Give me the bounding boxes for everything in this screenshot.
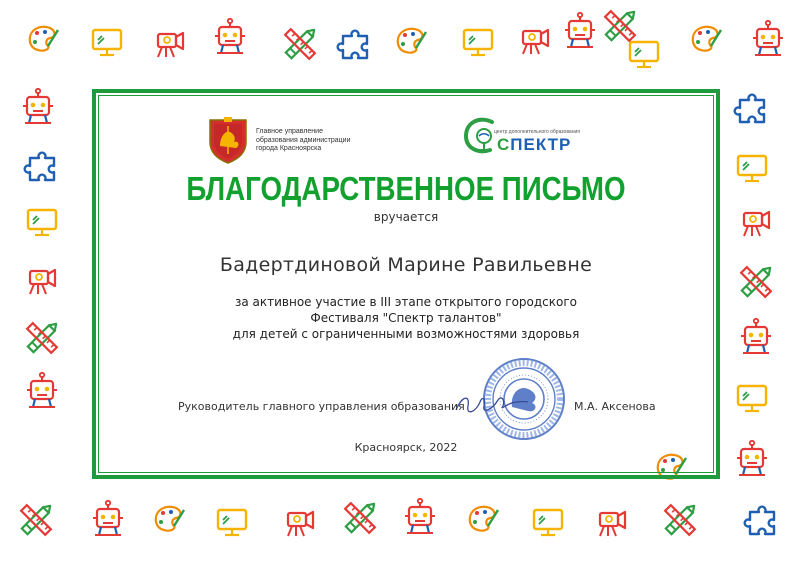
gov-department-name: Главное управление образования администрации города Красноярска	[256, 128, 351, 152]
pencil-ruler-icon	[21, 503, 53, 535]
robot-icon	[215, 19, 245, 53]
easel-icon	[470, 507, 498, 531]
reason-line: Фестиваля "Спектр талантов"	[310, 311, 502, 325]
monitor-icon	[218, 510, 246, 535]
pencil-ruler-icon	[741, 265, 773, 297]
pencil-ruler-icon	[345, 501, 377, 533]
robot-icon	[737, 441, 767, 475]
camera-icon	[744, 212, 769, 236]
easel-icon	[30, 27, 58, 51]
puzzle-icon	[735, 95, 764, 122]
puzzle-icon	[338, 31, 367, 58]
monitor-icon	[28, 210, 56, 235]
puzzle-icon	[25, 153, 54, 180]
pencil-ruler-icon	[27, 321, 59, 353]
spektr-logo-icon	[462, 116, 502, 160]
camera-icon	[600, 512, 625, 536]
award-reason	[92, 294, 720, 342]
easel-icon	[398, 29, 426, 53]
robot-icon	[741, 319, 771, 353]
place-date: Красноярск, 2022	[354, 441, 458, 454]
monitor-icon	[630, 42, 658, 67]
robot-icon	[753, 21, 783, 55]
signer-name: М.А. Аксенова	[574, 400, 656, 413]
easel-icon	[156, 507, 184, 531]
recipient-name: Бадертдиновой Марине Равильевне	[219, 254, 593, 276]
robot-icon	[405, 499, 435, 533]
robot-icon	[27, 373, 57, 407]
pencil-ruler-icon	[665, 503, 697, 535]
monitor-icon	[738, 386, 766, 411]
camera-icon	[30, 270, 55, 294]
letter-title: БЛАГОДАРСТВЕННОЕ ПИСЬМО	[186, 170, 626, 207]
letter-subtitle: вручается	[373, 210, 439, 224]
robot-icon	[565, 13, 595, 47]
puzzle-icon	[745, 507, 774, 534]
reason-line: за активное участие в III этапе открытого городского	[234, 295, 578, 309]
robot-icon	[23, 89, 53, 123]
camera-icon	[523, 30, 548, 54]
inner-frame	[98, 95, 714, 473]
monitor-icon	[534, 510, 562, 535]
monitor-icon	[738, 156, 766, 181]
krasnoyarsk-crest-icon	[206, 116, 250, 164]
org-caption: центр дополнительного образования	[494, 129, 580, 135]
reason-line: для детей с ограниченными возможностями здоровья	[232, 327, 580, 341]
camera-icon	[158, 33, 183, 57]
monitor-icon	[93, 30, 121, 55]
robot-icon	[93, 501, 123, 535]
pencil-ruler-icon	[285, 27, 317, 59]
signer-role: Руководитель главного управления образования	[178, 400, 465, 413]
pencil-ruler-icon	[605, 9, 637, 41]
camera-icon	[288, 512, 313, 536]
org-name: СПЕКТР	[497, 135, 572, 154]
easel-icon	[693, 27, 721, 51]
monitor-icon	[464, 30, 492, 55]
